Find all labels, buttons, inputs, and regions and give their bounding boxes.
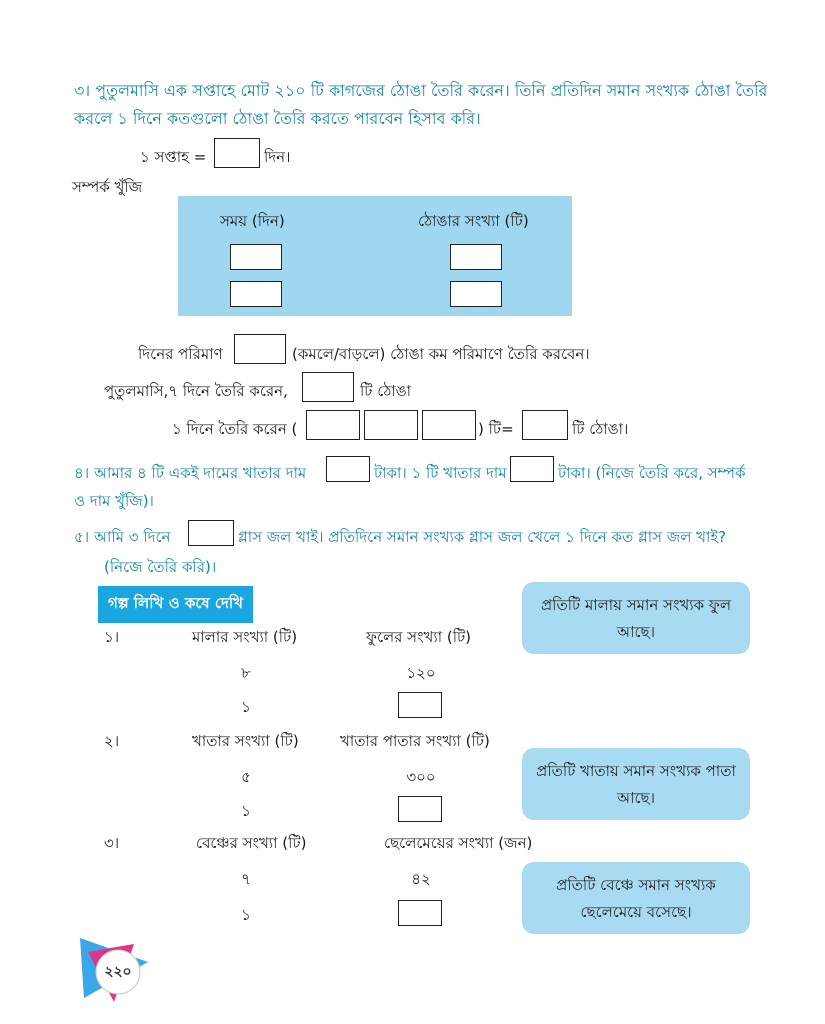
bag-box-2[interactable] <box>450 281 502 307</box>
item-3-col1: বেঞ্চের সংখ্যা (টি) <box>196 834 307 852</box>
days-answer-box[interactable] <box>234 334 286 364</box>
item-3-r1c2: ৪২ <box>411 870 431 888</box>
q4-part-1: ৪। আমার ৪ টি একই দামের খাতার দাম <box>74 464 307 482</box>
item-2-note: প্রতিটি খাতায় সমান সংখ্যক পাতা আছে। <box>522 748 750 820</box>
item-2-answer-box[interactable] <box>398 796 442 822</box>
col-bag-header: ঠোঙার সংখ্যা (টি) <box>418 212 529 230</box>
item-3-r1c1: ৭ <box>241 870 251 888</box>
q5-line-2: (নিজে তৈরি করি)। <box>104 558 217 576</box>
oneday-suffix: টি ঠোঙা। <box>572 420 629 438</box>
q3-line-2: করলে ১ দিনে কতগুলো ঠোঙা তৈরি করতে পারবেন হিসাব করি। <box>74 109 481 128</box>
item-1-note: প্রতিটি মালায় সমান সংখ্যক ফুল আছে। <box>522 582 750 654</box>
week-suffix: দিন। <box>264 148 291 166</box>
item-1-r2c1: ১ <box>241 698 251 716</box>
seven-suffix: টি ঠোঙা <box>360 382 412 400</box>
item-2-number: ২। <box>104 732 120 750</box>
q4-line-2: ও দাম খুঁজি)। <box>74 492 154 510</box>
q3-line-1: ৩। পুতুলমাসি এক সপ্তাহে মোট ২১০ টি কাগজের ঠোঙা তৈরি করেন। তিনি প্রতিদিন সমান সংখ্যক ঠোঙা তৈরি <box>74 81 768 100</box>
oneday-answer-box[interactable] <box>522 410 568 440</box>
time-box-1[interactable] <box>230 244 282 270</box>
item-3-r2c1: ১ <box>241 906 251 924</box>
item-2-r1c1: ৫ <box>241 768 251 786</box>
week-label: ১ সপ্তাহ = <box>140 148 207 166</box>
page-number: ২২০ <box>104 964 132 980</box>
col-time-header: সময় (দিন) <box>220 212 285 230</box>
relation-table <box>178 196 572 316</box>
time-box-2[interactable] <box>230 281 282 307</box>
seven-prefix: পুতুলমাসি,৭ দিনে তৈরি করেন, <box>104 382 288 400</box>
bag-box-1[interactable] <box>450 244 502 270</box>
item-3-answer-box[interactable] <box>398 900 442 926</box>
story-heading: গল্প লিখি ও কষে দেখি <box>98 586 253 623</box>
item-1-col1: মালার সংখ্যা (টি) <box>192 628 298 646</box>
item-2-col1: খাতার সংখ্যা (টি) <box>192 732 299 750</box>
item-1-answer-box[interactable] <box>398 692 442 718</box>
item-2-r2c1: ১ <box>241 802 251 820</box>
q5-part-2: গ্লাস জল খাই। প্রতিদিনে সমান সংখ্যক গ্লাস জল খেলে ১ দিনে কত গ্লাস জল খাই? <box>238 528 727 546</box>
q4-part-3: টাকা। (নিজে তৈরি করে, সম্পর্ক <box>558 464 746 482</box>
calc-box-1[interactable] <box>306 410 360 440</box>
q5-glass-box[interactable] <box>188 520 234 546</box>
oneday-prefix: ১ দিনে তৈরি করেন ( <box>172 420 298 438</box>
week-days-box[interactable] <box>214 138 260 168</box>
calc-box-3[interactable] <box>422 410 476 440</box>
q4-price-box-1[interactable] <box>326 456 370 482</box>
item-3-col2: ছেলেমেয়ের সংখ্যা (জন) <box>384 834 533 852</box>
oneday-mid: ) টি= <box>478 420 514 438</box>
item-3-note: প্রতিটি বেঞ্চে সমান সংখ্যক ছেলেমেয়ে বসেছে। <box>522 862 750 934</box>
relation-label: সম্পর্ক খুঁজি <box>72 178 143 196</box>
calc-box-2[interactable] <box>364 410 418 440</box>
days-suffix: (কমলে/বাড়লে) ঠোঙা কম পরিমাণে তৈরি করবেন। <box>292 345 590 363</box>
seven-days-box[interactable] <box>302 372 354 402</box>
q5-part-1: ৫। আমি ৩ দিনে <box>74 528 171 546</box>
item-1-r1c1: ৮ <box>241 664 251 682</box>
item-1-r1c2: ১২০ <box>406 664 436 682</box>
item-1-number: ১। <box>104 628 120 646</box>
days-prefix: দিনের পরিমাণ <box>138 345 223 363</box>
q4-part-2: টাকা। ১ টি খাতার দাম <box>374 464 507 482</box>
q4-price-box-2[interactable] <box>510 456 554 482</box>
item-3-number: ৩। <box>104 834 120 852</box>
item-2-col2: খাতার পাতার সংখ্যা (টি) <box>340 732 490 750</box>
item-1-col2: ফুলের সংখ্যা (টি) <box>366 628 472 646</box>
item-2-r1c2: ৩০০ <box>406 768 436 786</box>
